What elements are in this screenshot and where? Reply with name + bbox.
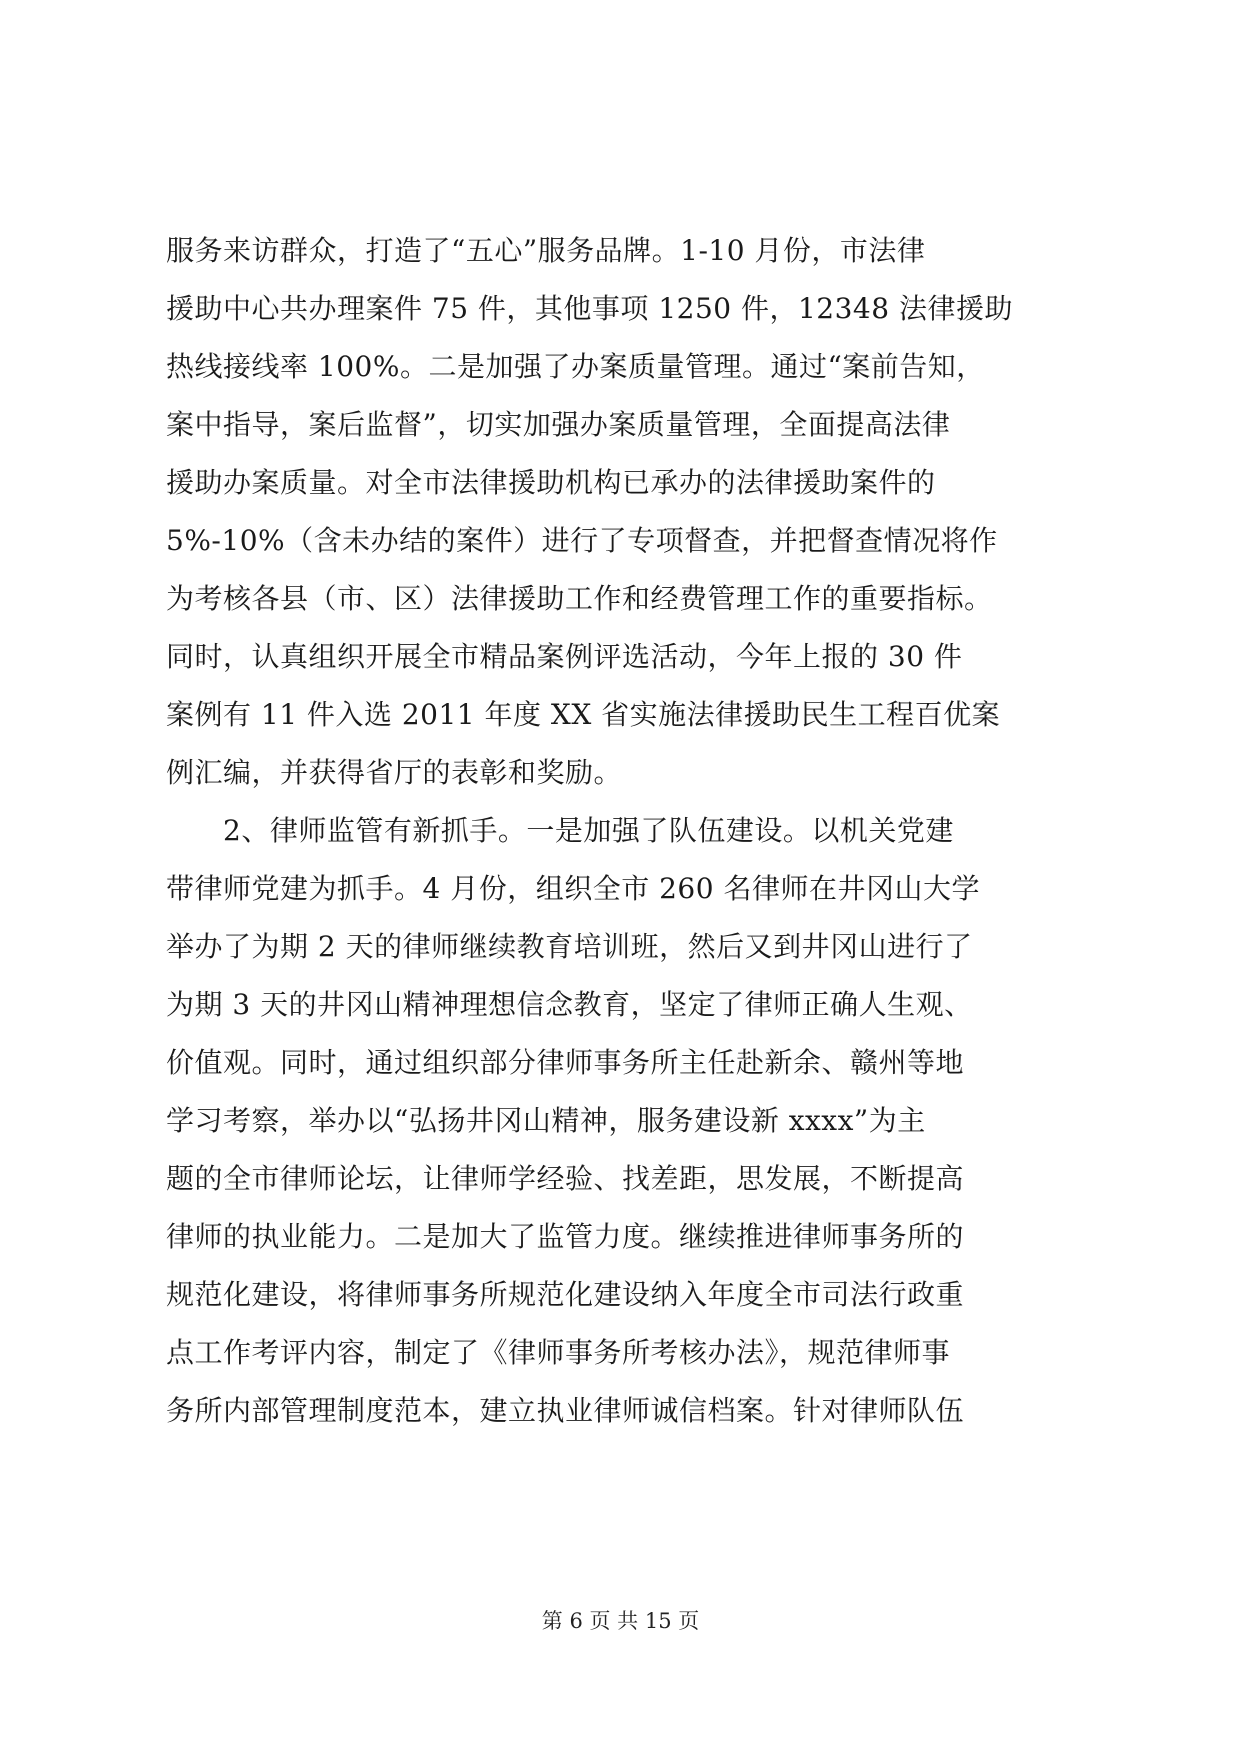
page-number: 第 6 页 共 15 页 [541,1609,700,1633]
text-line: 学习考察，举办以“弘扬井冈山精神，服务建设新 xxxx”为主 [166,1104,926,1137]
text-line: 举办了为期 2 天的律师继续教育培训班，然后又到井冈山进行了 [166,930,973,963]
text-line: 同时，认真组织开展全市精品案例评选活动，今年上报的 30 件 [166,640,963,673]
text-line: 服务来访群众，打造了“五心”服务品牌。1-10 月份，市法律 [166,234,926,267]
text-line: 热线接线率 100%。二是加强了办案质量管理。通过“案前告知， [166,350,985,383]
text-line: 带律师党建为抓手。4 月份，组织全市 260 名律师在井冈山大学 [166,872,980,905]
text-line: 援助中心共办理案件 75 件，其他事项 1250 件，12348 法律援助 [166,292,1013,325]
text-line: 援助办案质量。对全市法律援助机构已承办的法律援助案件的 [166,466,936,499]
text-line: 题的全市律师论坛，让律师学经验、找差距，思发展，不断提高 [166,1162,965,1195]
text-line: 例汇编，并获得省厅的表彰和奖励。 [166,756,623,789]
text-line: 点工作考评内容，制定了《律师事务所考核办法》，规范律师事 [166,1336,951,1369]
text-line: 为期 3 天的井冈山精神理想信念教育，坚定了律师正确人生观、 [166,988,973,1021]
text-line: 5%-10%（含未办结的案件）进行了专项督查，并把督查情况将作 [166,524,998,557]
text-line: 律师的执业能力。二是加大了监管力度。继续推进律师事务所的 [166,1220,965,1253]
page-footer [0,1606,1241,1636]
text-line: 2、律师监管有新抓手。一是加强了队伍建设。以机关党建 [166,814,954,847]
text-line: 案例有 11 件入选 2011 年度 XX 省实施法律援助民生工程百优案 [166,698,1001,731]
text-line: 案中指导，案后监督”，切实加强办案质量管理，全面提高法律 [166,408,951,441]
text-line: 务所内部管理制度范本，建立执业律师诚信档案。针对律师队伍 [166,1394,965,1427]
text-line: 为考核各县（市、区）法律援助工作和经费管理工作的重要指标。 [166,582,993,615]
text-line: 规范化建设，将律师事务所规范化建设纳入年度全市司法行政重 [166,1278,965,1311]
text-line: 价值观。同时，通过组织部分律师事务所主任赴新余、赣州等地 [166,1046,965,1079]
